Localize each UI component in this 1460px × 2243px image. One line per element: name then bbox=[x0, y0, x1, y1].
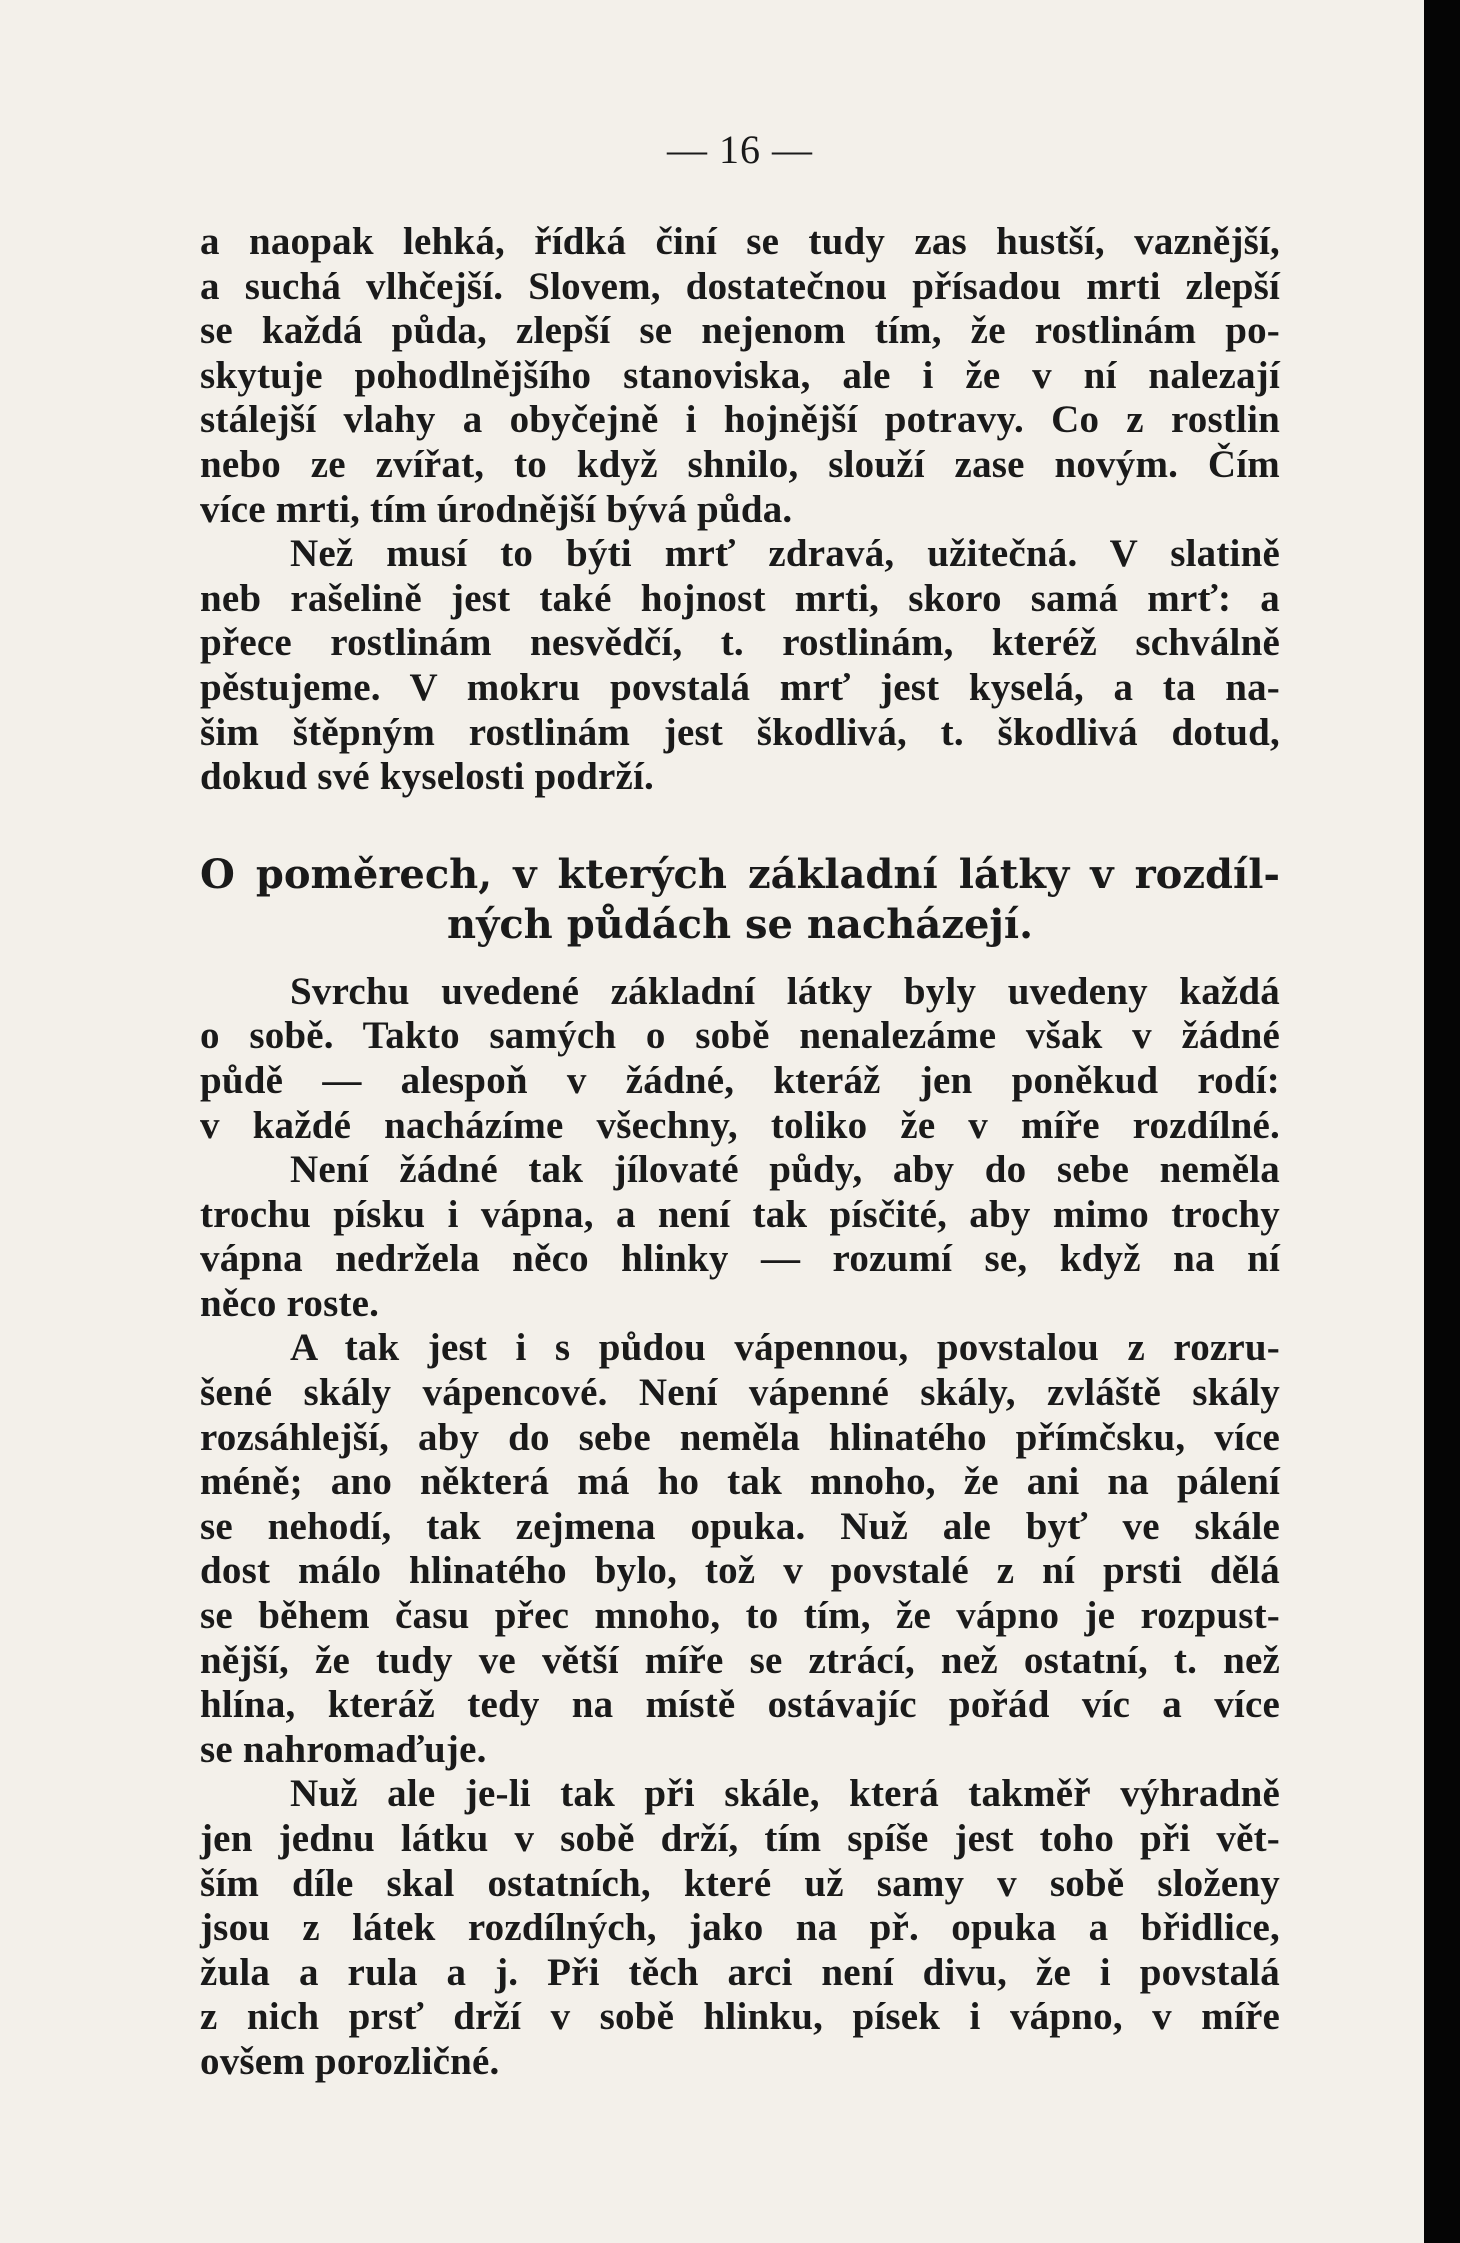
paragraph bbox=[200, 1772, 1280, 2084]
text-line: přece rostlinám nesvědčí, t. rostlinám, kteréž schválně bbox=[200, 621, 1280, 665]
text-line: se během času přec mnoho, to tím, že vápno je rozpust- bbox=[200, 1594, 1280, 1638]
text-line: se nahromaďuje. bbox=[200, 1727, 487, 1771]
text-line: jen jednu látku v sobě drží, tím spíše jest toho při vět- bbox=[200, 1817, 1280, 1860]
paragraph bbox=[200, 532, 1280, 800]
text-line: žula a rula a j. Při těch arci není divu, že i povstalá bbox=[200, 1950, 1280, 1994]
text-line: šim štěpným rostlinám jest škodlivá, t. škodlivá dotud, bbox=[200, 710, 1280, 754]
text-line: skytuje pohodlnějšího stanoviska, ale i že v ní nalezají bbox=[200, 353, 1280, 397]
text-line: a naopak lehká, řídká činí se tudy zas hustší, vaznější, bbox=[200, 220, 1280, 263]
text-line: A tak jest i s půdou vápennou, povstalou z rozru- bbox=[290, 1326, 1280, 1370]
paragraph bbox=[200, 1148, 1280, 1326]
paragraph bbox=[200, 1326, 1280, 1772]
text-line: se nehodí, tak zejmena opuka. Nuž ale byť ve skále bbox=[200, 1504, 1280, 1548]
text-line: vápna nedržela něco hlinky — rozumí se, když na ní bbox=[200, 1237, 1280, 1281]
text-line: Nuž ale je-li tak při skále, která takměř výhradně bbox=[290, 1772, 1280, 1816]
text-line: hlína, kteráž tedy na místě ostávajíc pořád víc a více bbox=[200, 1683, 1280, 1727]
paragraph bbox=[200, 220, 1280, 532]
page-number: — 16 — bbox=[667, 127, 813, 172]
text-line: šené skály vápencové. Není vápenné skály, zvláště skály bbox=[200, 1371, 1280, 1415]
text-line: jsou z látek rozdílných, jako na př. opuka a břidlice, bbox=[200, 1906, 1280, 1950]
text-line: se každá půda, zlepší se nejenom tím, že rostlinám po- bbox=[200, 309, 1280, 353]
text-line: dost málo hlinatého bylo, tož v povstalé z ní prsti dělá bbox=[200, 1549, 1280, 1593]
text-line: ším díle skal ostatních, které už samy v sobě složeny bbox=[200, 1861, 1280, 1905]
text-line: stálejší vlahy a obyčejně i hojnější potravy. Co z rostlin bbox=[200, 398, 1280, 442]
text-line: rozsáhlejší, aby do sebe neměla hlinatého přímčsku, více bbox=[200, 1415, 1280, 1459]
text-line: méně; ano některá má ho tak mnoho, že ani na pálení bbox=[200, 1460, 1280, 1504]
text-line: více mrti, tím úrodnější bývá půda. bbox=[200, 487, 793, 531]
heading-line: O poměrech, v kterých základní látky v rozdíl- bbox=[200, 850, 1280, 898]
paragraph bbox=[200, 970, 1280, 1148]
text-line: trochu písku i vápna, a není tak písčité, aby mimo trochy bbox=[200, 1192, 1280, 1236]
text-line: něco roste. bbox=[200, 1281, 380, 1325]
text-line: nebo ze zvířat, to když shnilo, slouží zase novým. Čím bbox=[200, 442, 1280, 486]
scan-edge bbox=[1424, 0, 1460, 2243]
page-content bbox=[200, 120, 1280, 2085]
text-line: ovšem porozličné. bbox=[200, 2039, 500, 2083]
text-line: Není žádné tak jílovaté půdy, aby do sebe neměla bbox=[290, 1148, 1280, 1192]
text-line: a suchá vlhčejší. Slovem, dostatečnou přísadou mrti zlepší bbox=[200, 264, 1280, 308]
text-line: nější, že tudy ve větší míře se ztrácí, než ostatní, t. než bbox=[200, 1638, 1280, 1682]
text-line: z nich prsť drží v sobě hlinku, písek i vápno, v míře bbox=[200, 1995, 1280, 2039]
text-line: pěstujeme. V mokru povstalá mrť jest kyselá, a ta na- bbox=[200, 665, 1280, 709]
heading-line: ných půdách se nacházejí. bbox=[447, 900, 1033, 948]
text-line: Než musí to býti mrť zdravá, užitečná. V slatině bbox=[290, 532, 1280, 576]
text-line: o sobě. Takto samých o sobě nenalezáme však v žádné bbox=[200, 1014, 1280, 1058]
text-line: v každé nacházíme všechny, toliko že v míře rozdílné. bbox=[200, 1103, 1280, 1147]
text-line: Svrchu uvedené základní látky byly uvedeny každá bbox=[290, 969, 1280, 1013]
text-line: dokud své kyselosti podrží. bbox=[200, 755, 654, 799]
text-line: neb rašelině jest také hojnost mrti, skoro samá mrť: a bbox=[200, 576, 1280, 620]
section-heading bbox=[200, 850, 1280, 950]
text-line: půdě — alespoň v žádné, kteráž jen poněkud rodí: bbox=[200, 1058, 1280, 1102]
